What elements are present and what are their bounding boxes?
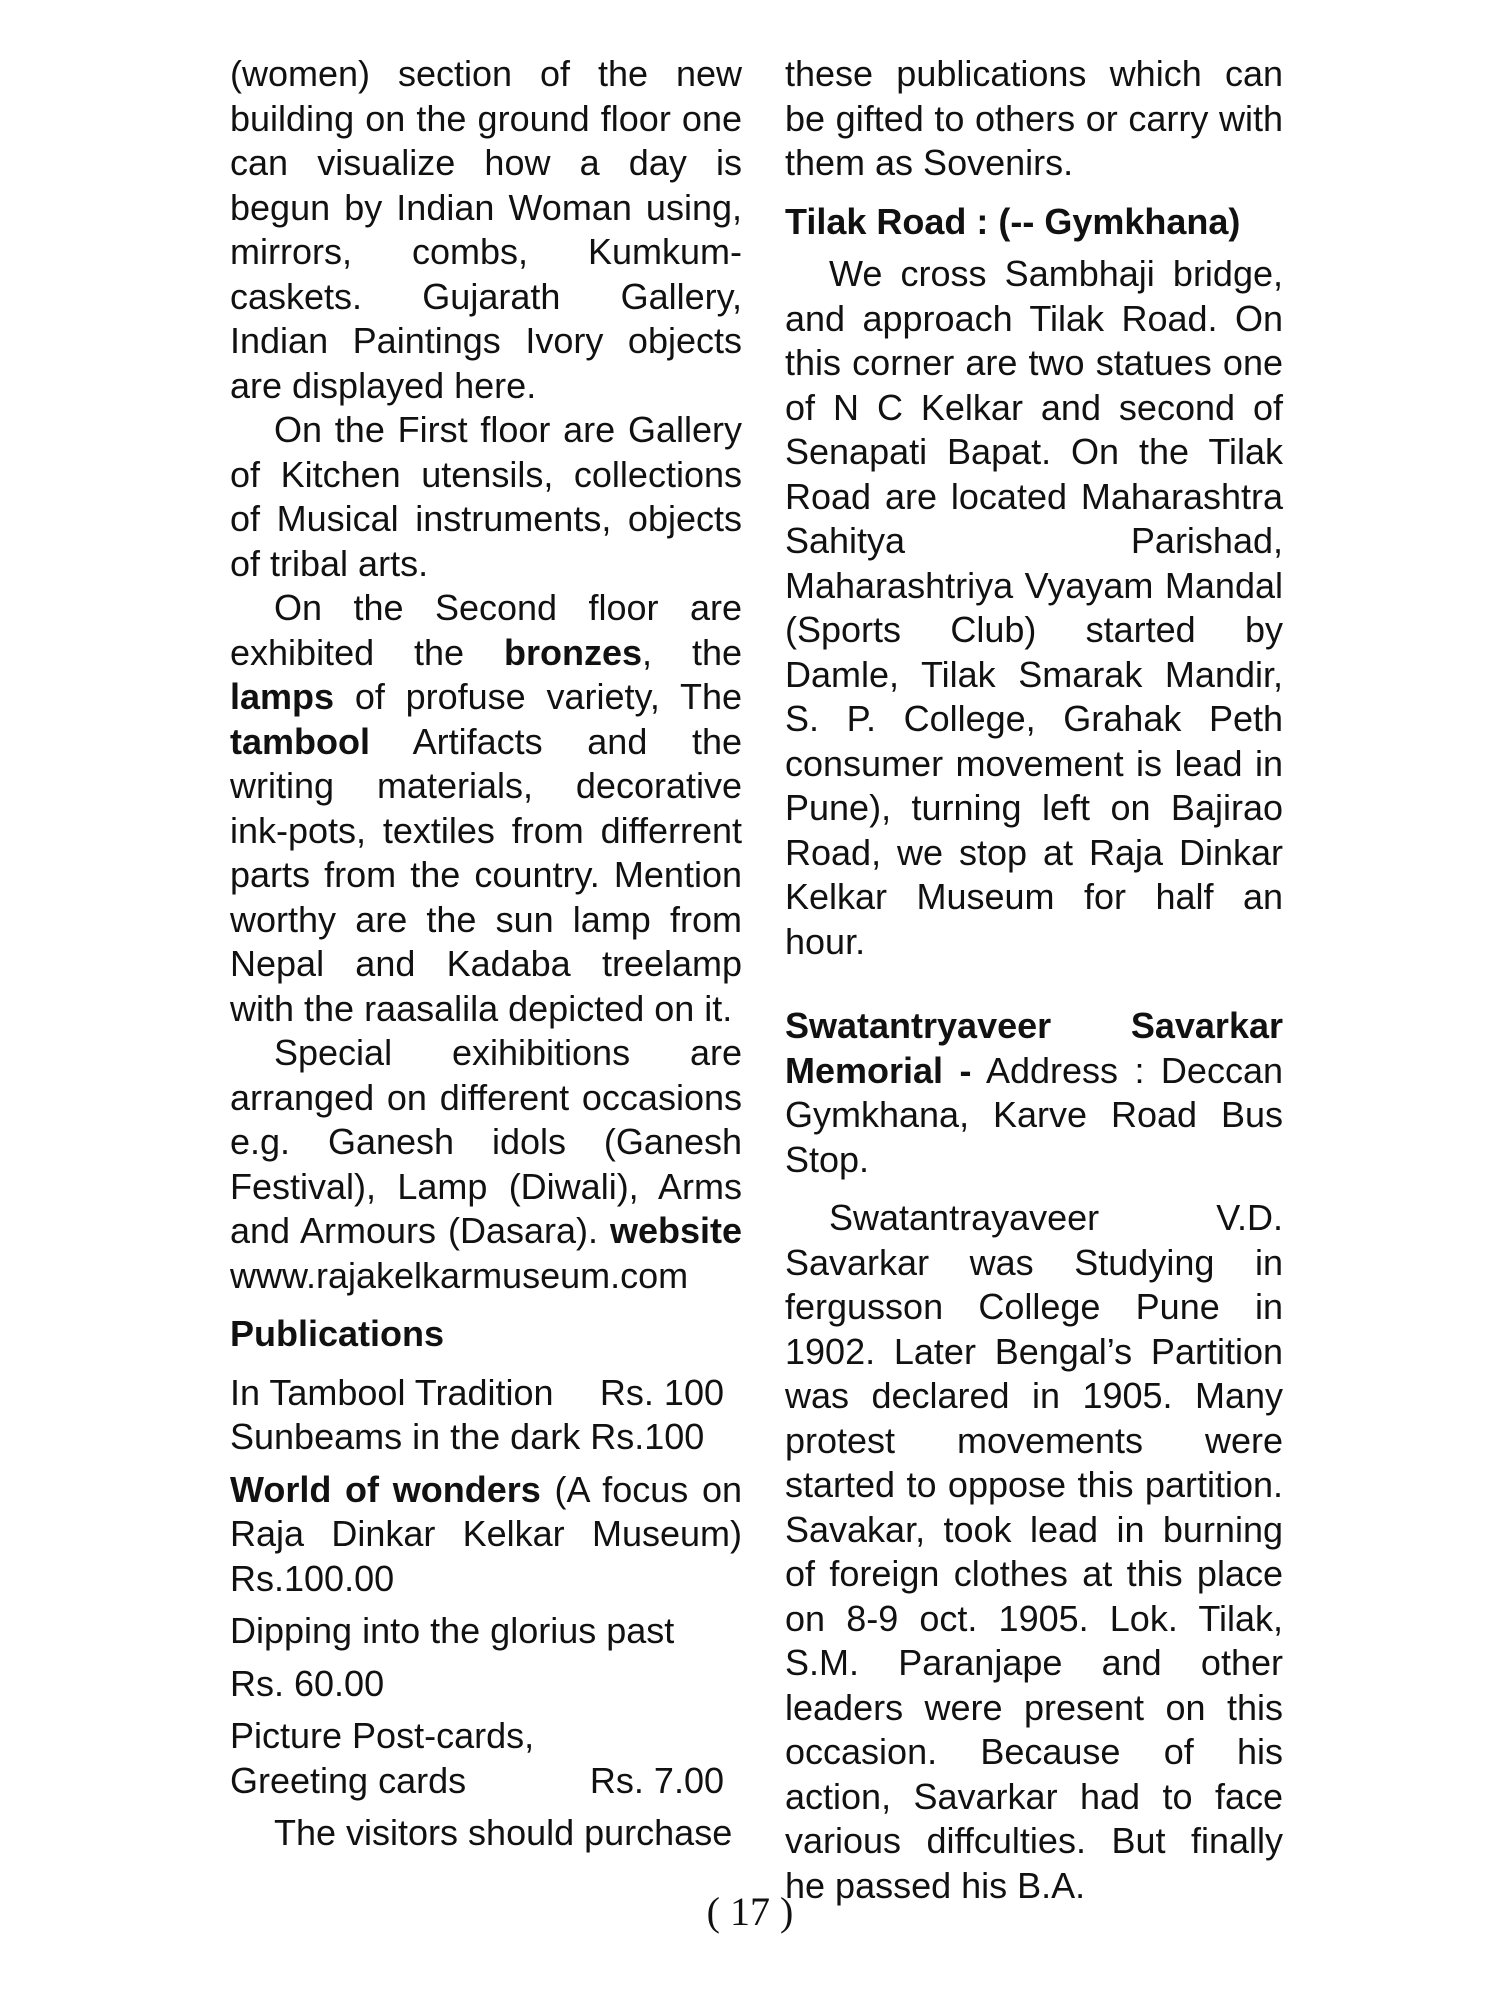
special-exhibitions-paragraph <box>230 1031 742 1298</box>
publication-item: Picture Post-cards, <box>230 1715 535 1756</box>
publication-item <box>230 1468 742 1602</box>
savarkar-history-paragraph: Swatantrayaveer V.D. Savarkar was Studying in fergusson College Pune in 1902. Later Bengal’s Partition was declared in 1905. Many protest movements were started to oppose this partition. Savakar, took lead in burning of foreign clothes at this place on 8-9 oct. 1905. Lok. Tilak, S.M. Paranjape and other leaders were present on this occasion. Because of his action, Savarkar had to face various diffculties. But finally he passed his B.A. <box>785 1197 1283 1906</box>
savarkar-memorial-paragraph <box>785 1004 1283 1182</box>
savarkar-memorial-address: Address : Deccan Gymkhana, Karve Road Bus Stop. <box>785 1049 1283 1180</box>
publication-description: (A focus on Raja Dinkar Kelkar Museum) Rs.100.00 <box>230 1468 743 1599</box>
second-floor-text-4: Artifacts and the writing materials, decorative ink-pots, textiles from differrent parts from the country. Mention worthy are the sun lamp from Nepal and Kadaba treelamp with the raasalila depicted on it. <box>230 720 742 1029</box>
second-floor-text-3: of profuse variety, The <box>334 676 742 717</box>
website-url: www.rajakelkarmuseum.com <box>230 1254 689 1296</box>
publication-title-bold: World of wonders <box>230 1468 541 1510</box>
second-floor-text-2: , the <box>642 631 742 673</box>
lamps-term: lamps <box>230 676 335 717</box>
left-column <box>230 52 742 1856</box>
visitors-paragraph: The visitors should purchase <box>274 1812 733 1853</box>
publication-price: Rs. 100 <box>599 1371 724 1413</box>
second-floor-paragraph <box>230 586 742 1031</box>
bronzes-term: bronzes <box>504 631 643 673</box>
publication-item <box>230 1759 742 1804</box>
page-number: ( 17 ) <box>706 1889 794 1934</box>
right-column <box>785 52 1283 1908</box>
website-label: website <box>609 1210 742 1251</box>
tilak-road-paragraph: We cross Sambhaji bridge, and approach Tilak Road. On this corner are two statues one of N C Kelkar and second of Senapati Bapat. On the Tilak Road are located Maharashtra Sahitya Parishad, Maharashtriya Vyayam Mandal (Sports Club) started by Damle, Tilak Smarak Mandir, S. P. College, Grahak Peth consumer movement is lead in Pune), turning left on Bajirao Road, we stop at Raja Dinkar Kelkar Museum for half an hour. <box>785 253 1283 962</box>
publications-heading: Publications <box>230 1313 445 1354</box>
publications-list <box>230 1371 742 1804</box>
publication-item: Sunbeams in the dark Rs.100 <box>230 1416 705 1457</box>
publication-item <box>230 1371 742 1416</box>
savarkar-memorial-heading: Swatantryaveer Savarkar Memorial - <box>785 1005 1283 1091</box>
second-floor-text-1: On the Second floor are exhibited the <box>230 587 742 673</box>
women-section-paragraph: (women) section of the new building on the ground floor one can visualize how a day is begun by Indian Woman using, mirrors, combs, Kumkum-caskets. Gujarath Gallery, Indian Paintings Ivory objects are displayed here. <box>230 53 742 406</box>
publication-price: Rs. 60.00 <box>230 1662 385 1704</box>
publications-continued-paragraph: these publications which can be gifted to others or carry with them as Sovenirs. <box>785 53 1283 183</box>
publication-price: Rs. 7.00 <box>589 1759 724 1801</box>
special-exhibitions-text: Special exihibitions are arranged on different occasions e.g. Ganesh idols (Ganesh Festival), Lamp (Diwali), Arms and Armours (Dasara). <box>230 1032 742 1251</box>
tambool-term: tambool <box>230 720 370 762</box>
publication-item: Dipping into the glorius past <box>230 1610 675 1651</box>
first-floor-paragraph: On the First floor are Gallery of Kitchen utensils, collections of Musical instruments, objects of tribal arts. <box>230 409 742 584</box>
publication-title: Greeting cards <box>230 1759 467 1801</box>
tilak-road-heading: Tilak Road : (-- Gymkhana) <box>785 200 1241 242</box>
publication-title: In Tambool Tradition <box>230 1371 554 1413</box>
